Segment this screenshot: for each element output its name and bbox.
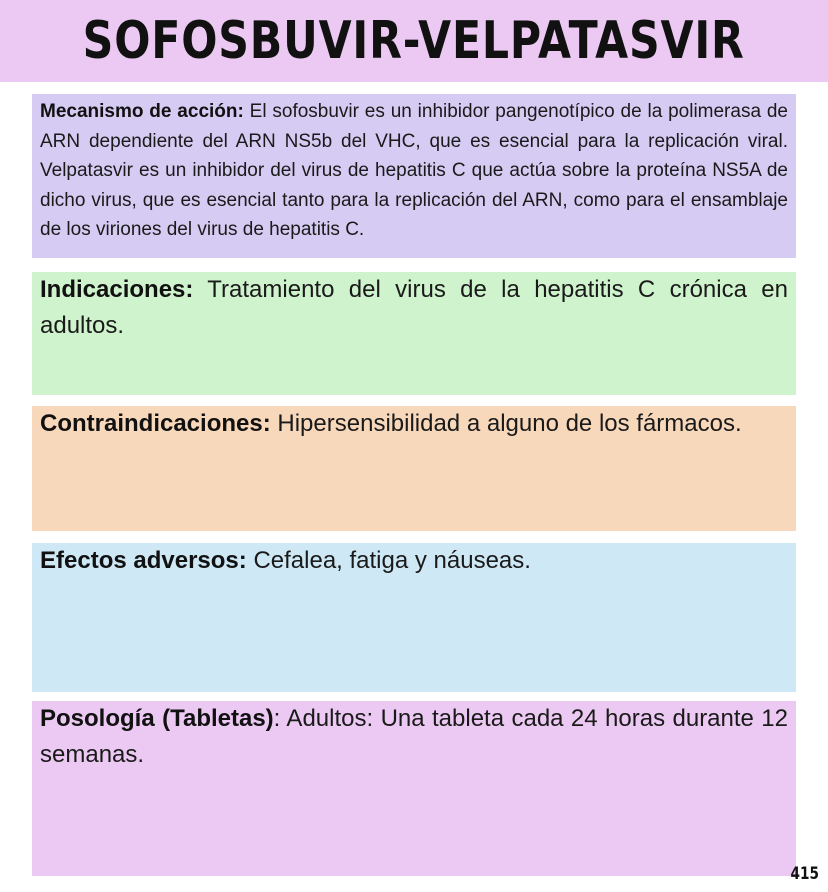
section-posologia [32, 701, 796, 876]
efectos-label: Efectos adversos: [40, 547, 247, 574]
posologia-label: Posología (Tabletas) [40, 705, 274, 732]
section-indicaciones [32, 272, 796, 395]
contraindicaciones-label: Contraindicaciones: [40, 410, 271, 437]
section-contraindicaciones [32, 406, 796, 531]
mecanismo-text: El sofosbuvir es un inhibidor pangenotípico de la polimerasa de ARN dependiente del ARN NS5b del VHC, que es esencial para la replicación viral. Velpatasvir es un inhibidor del virus de hepatitis C que actúa sobre la proteína NS5A de dicho virus, que es esencial tanto para la replicación del ARN, como para el ensamblaje de los viriones del virus de hepatitis C. [40, 101, 788, 240]
mecanismo-label: Mecanismo de acción: [40, 101, 244, 122]
section-mecanismo [32, 94, 796, 258]
contraindicaciones-text: Hipersensibilidad a alguno de los fármacos. [277, 410, 742, 437]
page-number: 415 [790, 864, 819, 884]
section-efectos-adversos [32, 543, 796, 692]
title-bar [0, 0, 828, 82]
indicaciones-text: Tratamiento del virus de la hepatitis C crónica en adultos. [40, 276, 788, 339]
indicaciones-label: Indicaciones: [40, 276, 194, 303]
posologia-text: : Adultos: Una tableta cada 24 horas durante 12 semanas. [40, 705, 789, 768]
efectos-text: Cefalea, fatiga y náuseas. [253, 547, 531, 574]
page-title: SOFOSBUVIR-VELPATASVIR [82, 11, 746, 71]
